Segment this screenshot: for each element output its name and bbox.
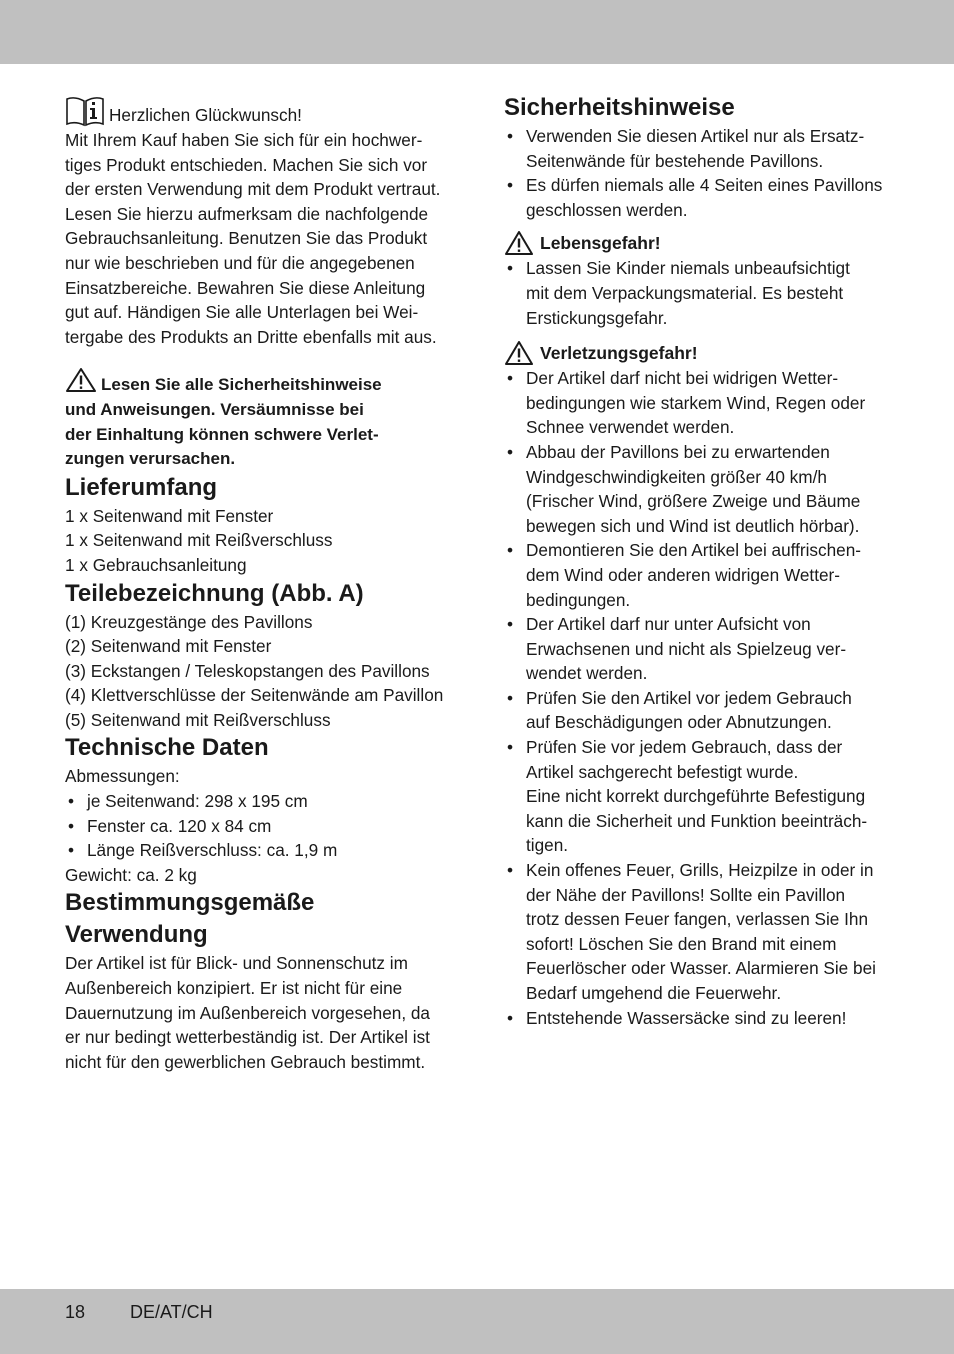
warning-line: der Einhaltung können schwere Verlet- bbox=[65, 424, 379, 444]
technische-intro: Abmessungen: bbox=[65, 766, 180, 787]
text-line: Der Artikel darf nur unter Aufsicht von bbox=[526, 614, 811, 635]
text-line: Es dürfen niemals alle 4 Seiten eines Pavillons bbox=[526, 175, 883, 196]
list-item: (5) Seitenwand mit Reißverschluss bbox=[65, 709, 331, 730]
list-item bbox=[504, 858, 904, 1006]
text-line: Prüfen Sie den Artikel vor jedem Gebrauch bbox=[526, 687, 852, 708]
text-line: Windgeschwindigkeiten größer 40 km/h bbox=[526, 466, 827, 487]
list-item: (4) Klettverschlüsse der Seitenwände am Pavillon bbox=[65, 685, 444, 706]
warning-triangle-icon bbox=[65, 367, 97, 393]
lebensgefahr-list bbox=[504, 256, 904, 330]
warning-line: Lesen Sie alle Sicherheitshinweise bbox=[101, 375, 382, 395]
verletzung-list bbox=[504, 366, 904, 1030]
text-line: bedingungen wie starkem Wind, Regen oder bbox=[526, 392, 866, 413]
right-column bbox=[504, 92, 904, 1030]
warning-line: zungen verursachen. bbox=[65, 449, 236, 469]
intro-line: Mit Ihrem Kauf haben Sie sich für ein hochwer- bbox=[65, 130, 423, 150]
section-title-bestimmung bbox=[65, 887, 460, 951]
text-line: Kein offenes Feuer, Grills, Heizpilze in oder in bbox=[526, 860, 874, 881]
intro-line: tergabe des Produkts an Dritte ebenfalls mit aus. bbox=[65, 326, 437, 347]
bestimmung-text bbox=[65, 951, 460, 1074]
text-line: Abbau der Pavillons bei zu erwartenden bbox=[526, 441, 830, 462]
warning-triangle-icon bbox=[504, 340, 534, 366]
warning-triangle-icon bbox=[504, 230, 534, 256]
text-line: Schnee verwendet werden. bbox=[526, 417, 735, 438]
text-line: wendet werden. bbox=[526, 663, 648, 684]
text-line: auf Beschädigungen oder Abnutzungen. bbox=[526, 712, 832, 733]
text-line: Eine nicht korrekt durchgeführte Befestigung bbox=[526, 786, 866, 807]
text-line: Entstehende Wassersäcke sind zu leeren! bbox=[526, 1007, 847, 1028]
lieferumfang-list bbox=[65, 504, 460, 578]
text-line: trotz dessen Feuer fangen, verlassen Sie Ihn bbox=[526, 909, 869, 930]
text-line: nicht für den gewerblichen Gebrauch bestimmt. bbox=[65, 1051, 426, 1072]
text-line: der Nähe der Pavillons! Sollte ein Pavillon bbox=[526, 884, 846, 905]
section-title-teile: Teilebezeichnung (Abb. A) bbox=[65, 579, 364, 607]
text-line: bewegen sich und Wind ist deutlich hörbar). bbox=[526, 515, 860, 536]
list-item: (2) Seitenwand mit Fenster bbox=[65, 636, 272, 657]
list-item bbox=[504, 735, 904, 858]
list-item: 1 x Seitenwand mit Reißverschluss bbox=[65, 530, 333, 551]
text-line: er nur bedingt wetterbeständig ist. Der Artikel ist bbox=[65, 1027, 430, 1048]
list-item bbox=[504, 366, 904, 440]
text-line: Seitenwände für bestehende Pavillons. bbox=[526, 150, 824, 171]
teile-list bbox=[65, 610, 460, 733]
text-line: tigen. bbox=[526, 835, 569, 856]
text-line: Erstickungsgefahr. bbox=[526, 307, 668, 328]
list-item bbox=[504, 686, 904, 735]
text-line: dem Wind oder anderen widrigen Wetter- bbox=[526, 564, 840, 585]
list-item bbox=[504, 612, 904, 686]
left-column bbox=[65, 96, 460, 1074]
list-item: • Länge Reißverschluss: ca. 1,9 m bbox=[65, 838, 460, 863]
list-item: (3) Eckstangen / Teleskopstangen des Pavillons bbox=[65, 660, 430, 681]
intro-line: Lesen Sie hierzu aufmerksam die nachfolgende bbox=[65, 203, 429, 224]
text-line: Bedarf umgehend die Feuerwehr. bbox=[526, 983, 782, 1003]
text-line: Demontieren Sie den Artikel bei auffrischen- bbox=[526, 540, 862, 561]
intro-lead-text: Herzlichen Glückwunsch! bbox=[109, 105, 302, 126]
intro-line: der ersten Verwendung mit dem Produkt vertraut. bbox=[65, 179, 441, 200]
text-line: Erwachsenen und nicht als Spielzeug ver- bbox=[526, 638, 847, 659]
warning-line: und Anweisungen. Versäumnisse bei bbox=[65, 399, 364, 419]
danger-title-text: Lebensgefahr! bbox=[540, 233, 661, 254]
intro-lead bbox=[65, 96, 460, 128]
text-line: mit dem Verpackungsmaterial. Es besteht bbox=[526, 282, 844, 303]
title-line: Bestimmungsgemäße bbox=[65, 889, 315, 917]
list-item bbox=[504, 538, 904, 612]
intro-line: Einsatzbereiche. Bewahren Sie diese Anleitung bbox=[65, 277, 426, 298]
title-line: Verwendung bbox=[65, 921, 208, 949]
text-line: Der Artikel darf nicht bei widrigen Wetter- bbox=[526, 368, 839, 389]
intro-line: gut auf. Händigen Sie alle Unterlagen bei Wei- bbox=[65, 302, 419, 323]
safety-warning bbox=[65, 367, 460, 471]
text-line: kann die Sicherheit und Funktion beeinträch- bbox=[526, 810, 868, 831]
section-title-technische-daten: Technische Daten bbox=[65, 734, 269, 762]
intro-line: nur wie beschrieben und für die angegebenen bbox=[65, 252, 415, 273]
list-item: • je Seitenwand: 298 x 195 cm bbox=[65, 789, 460, 814]
lebensgefahr-title bbox=[504, 230, 904, 256]
text-line: sofort! Löschen Sie den Brand mit einem bbox=[526, 933, 837, 954]
intro-line: Gebrauchsanleitung. Benutzen Sie das Produkt bbox=[65, 228, 428, 249]
technische-weight: Gewicht: ca. 2 kg bbox=[65, 864, 197, 885]
text-line: Artikel sachgerecht befestigt wurde. bbox=[526, 761, 799, 782]
text-line: bedingungen. bbox=[526, 589, 631, 610]
list-item: (1) Kreuzgestänge des Pavillons bbox=[65, 611, 313, 632]
section-title-sicherheit: Sicherheitshinweise bbox=[504, 94, 735, 121]
text-line: Der Artikel ist für Blick- und Sonnenschutz im bbox=[65, 953, 408, 974]
text-line: Lassen Sie Kinder niemals unbeaufsichtigt bbox=[526, 258, 850, 279]
list-item: • Fenster ca. 120 x 84 cm bbox=[65, 814, 460, 839]
text-line: Außenbereich konzipiert. Er ist nicht für eine bbox=[65, 978, 403, 999]
list-item bbox=[504, 256, 904, 330]
language-code: DE/AT/CH bbox=[130, 1302, 213, 1322]
list-item: 1 x Gebrauchsanleitung bbox=[65, 554, 247, 575]
list-item: 1 x Seitenwand mit Fenster bbox=[65, 505, 274, 526]
page-number: 18 bbox=[65, 1302, 86, 1322]
text-line: geschlossen werden. bbox=[526, 199, 688, 220]
list-item bbox=[504, 440, 904, 538]
section-title-lieferumfang: Lieferumfang bbox=[65, 473, 218, 501]
text-line: Dauernutzung im Außenbereich vorgesehen, da bbox=[65, 1002, 430, 1023]
text-line: (Frischer Wind, größere Zweige und Bäume bbox=[526, 491, 861, 512]
text-line: Prüfen Sie vor jedem Gebrauch, dass der bbox=[526, 737, 843, 758]
text-line: Feuerlöscher oder Wasser. Alarmieren Sie bei bbox=[526, 958, 876, 979]
header-bar bbox=[0, 0, 954, 64]
list-item bbox=[504, 173, 904, 222]
text-line: Verwenden Sie diesen Artikel nur als Ersatz- bbox=[526, 126, 865, 146]
info-book-icon bbox=[65, 96, 105, 128]
list-item bbox=[504, 1006, 904, 1031]
sicherheit-list bbox=[504, 124, 904, 222]
verletzungsgefahr-title bbox=[504, 340, 904, 366]
intro-line: tiges Produkt entschieden. Machen Sie sich vor bbox=[65, 154, 428, 175]
danger-title-text: Verletzungsgefahr! bbox=[540, 343, 698, 364]
technische-list bbox=[65, 789, 460, 863]
intro-text bbox=[65, 128, 460, 349]
list-item bbox=[504, 124, 904, 173]
